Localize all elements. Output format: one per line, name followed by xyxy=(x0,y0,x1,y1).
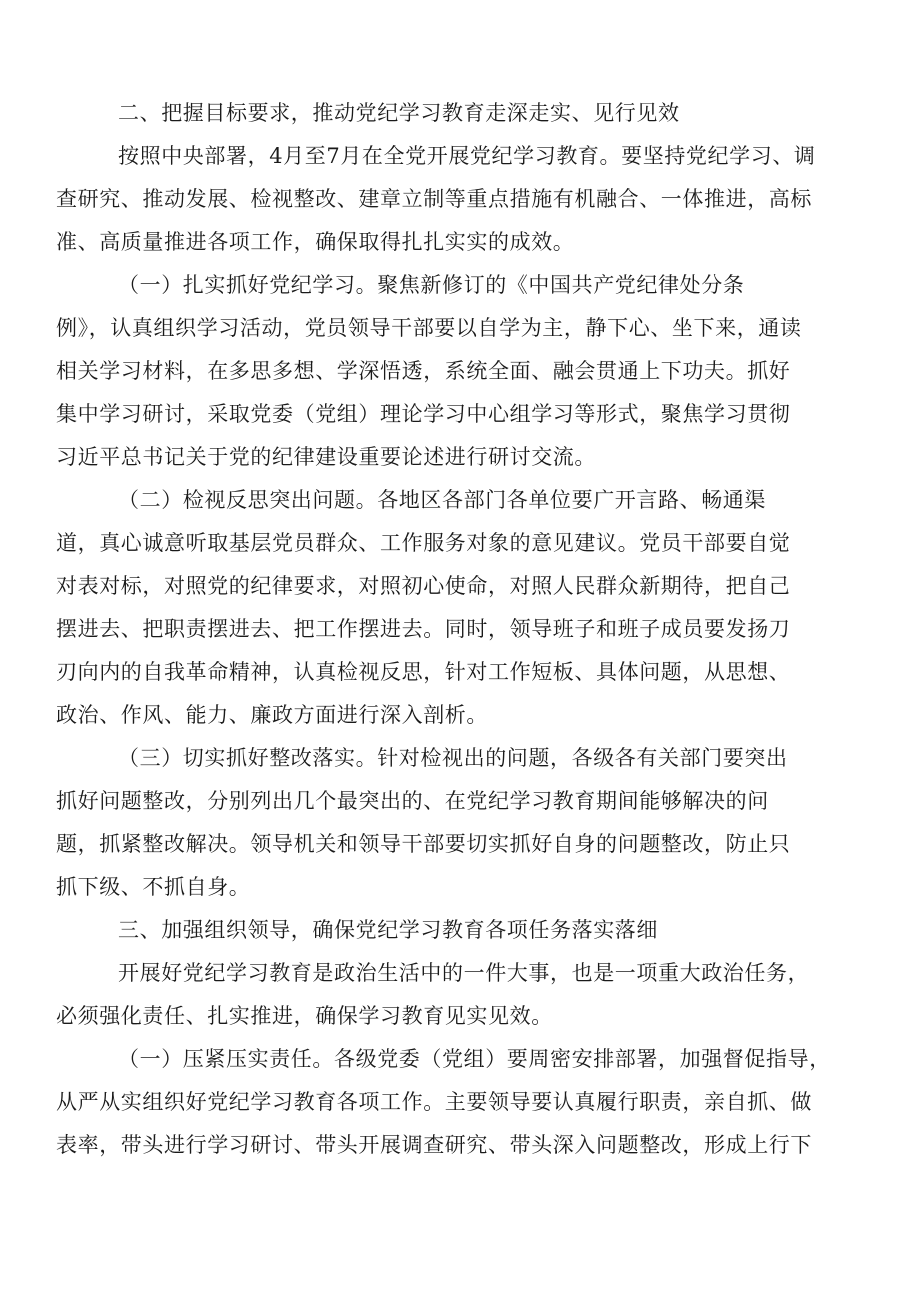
subsection-heading-1: （一）扎实抓好党纪学习。聚焦新修订的《中国共产党纪律处分条 xyxy=(118,273,745,297)
paragraph-line: 必须强化责任、扎实推进，确保学习教育见实见效。 xyxy=(56,1004,553,1028)
paragraph-line: 道，真心诚意听取基层党员群众、工作服务对象的意见建议。党员干部要自觉 xyxy=(56,531,791,555)
subsection-heading-1b: （一）压紧压实责任。各级党委（党组）要周密安排部署，加强督促指导， xyxy=(118,1047,831,1071)
paragraph-line: 刃向内的自我革命精神，认真检视反思，针对工作短板、具体问题，从思想、 xyxy=(56,660,791,684)
paragraph-line: 摆进去、把职责摆进去、把工作摆进去。同时，领导班子和班子成员要发扬刀 xyxy=(56,617,791,641)
paragraph-line: 表率，带头进行学习研讨、带头开展调查研究、带头深入问题整改，形成上行下 xyxy=(56,1133,812,1157)
paragraph-line: 开展好党纪学习教育是政治生活中的一件大事，也是一项重大政治任务， xyxy=(118,961,810,985)
paragraph-line: 政治、作风、能力、廉政方面进行深入剖析。 xyxy=(56,703,488,727)
paragraph-line: 例》，认真组织学习活动，党员领导干部要以自学为主，静下心、坐下来，通读 xyxy=(56,316,802,340)
subsection-heading-2: （二）检视反思突出问题。各地区各部门各单位要广开言路、畅通渠 xyxy=(118,488,766,512)
paragraph-line: 抓好问题整改，分别列出几个最突出的、在党纪学习教育期间能够解决的问 xyxy=(56,789,769,813)
paragraph-line: 准、高质量推进各项工作，确保取得扎扎实实的成效。 xyxy=(56,230,575,254)
paragraph-line: 题，抓紧整改解决。领导机关和领导干部要切实抓好自身的问题整改，防止只 xyxy=(56,832,791,856)
paragraph-line: 查研究、推动发展、检视整改、建章立制等重点措施有机融合、一体推进，高标 xyxy=(56,187,812,211)
paragraph-line: 集中学习研讨，采取党委（党组）理论学习中心组学习等形式，聚焦学习贯彻 xyxy=(56,402,791,426)
subsection-heading-3: （三）切实抓好整改落实。针对检视出的问题，各级各有关部门要突出 xyxy=(118,746,788,770)
paragraph-line: 对表对标，对照党的纪律要求，对照初心使命，对照人民群众新期待，把自己 xyxy=(56,574,791,598)
paragraph-line: 从严从实组织好党纪学习教育各项工作。主要领导要认真履行职责，亲自抓、做 xyxy=(56,1090,812,1114)
paragraph-line: 抓下级、不抓自身。 xyxy=(56,875,251,899)
paragraph-line: 按照中央部署，4月至7月在全党开展党纪学习教育。要坚持党纪学习、调 xyxy=(118,144,816,168)
section-heading-3: 三、加强组织领导，确保党纪学习教育各项任务落实落细 xyxy=(118,918,658,942)
paragraph-line: 习近平总书记关于党的纪律建设重要论述进行研讨交流。 xyxy=(56,445,596,469)
section-heading-2: 二、把握目标要求，推动党纪学习教育走深走实、见行见效 xyxy=(118,101,680,125)
paragraph-line: 相关学习材料，在多思多想、学深悟透，系统全面、融会贯通上下功夫。抓好 xyxy=(56,359,791,383)
